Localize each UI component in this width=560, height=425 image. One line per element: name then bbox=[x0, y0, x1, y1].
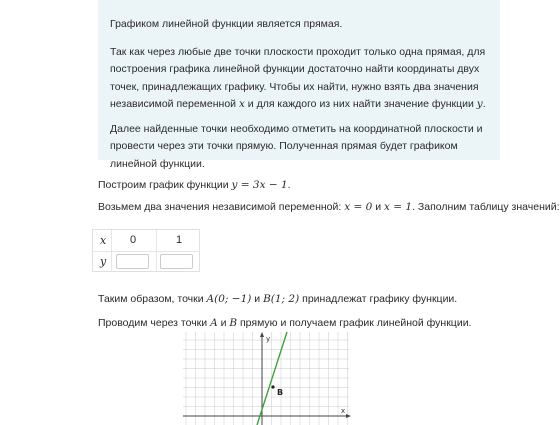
y-value-input-1[interactable] bbox=[160, 254, 193, 269]
info-paragraph-3: Далее найденные точки необходимо отметить на координатной плоскости и провести через эти точки прямую. Полученная прямая будет графиком линейной функции. bbox=[110, 122, 483, 170]
step-2-text bbox=[98, 200, 560, 214]
step-1-label: Построим график функции bbox=[98, 179, 232, 191]
step-2-and: и bbox=[372, 201, 384, 213]
x-axis-arrow bbox=[346, 414, 351, 418]
table-x-label: x bbox=[100, 234, 107, 247]
y-value-input-0[interactable] bbox=[116, 254, 149, 269]
step-1-text bbox=[98, 178, 291, 192]
table-col-divider bbox=[156, 230, 157, 271]
info-text: и для каждого из них найти значение функции bbox=[244, 98, 477, 110]
point-a-ref: A bbox=[210, 317, 218, 329]
step-4-end: прямую и получаем график линейной функции. bbox=[237, 317, 472, 329]
step-3-text bbox=[98, 292, 457, 306]
point-b-label: B bbox=[277, 388, 284, 397]
step-2-end: . Заполним таблицу значений: bbox=[412, 201, 560, 213]
function-graph bbox=[183, 332, 353, 425]
info-box bbox=[98, 0, 500, 170]
function-formula: y = 3x − 1 bbox=[231, 179, 288, 191]
info-text: Так как через любые две точки плоскости проходит только одна прямая, для построения графика линейной функции достаточно найти координаты двух точек, принадлежащих графику. Чтобы их найти, нужно взять два значения независимой переменной bbox=[110, 45, 486, 110]
step-2-label: Возьмем два значения независимой переменной: bbox=[98, 201, 345, 213]
point-a-coords: (0; −1) bbox=[214, 293, 252, 305]
y-axis-label: y bbox=[266, 335, 271, 343]
point-b-coords: (1; 2) bbox=[270, 293, 300, 305]
x-axis-label: x bbox=[341, 407, 346, 415]
x-value-1: x = 0 bbox=[344, 201, 373, 213]
table-row-divider bbox=[93, 251, 199, 252]
table-x-value-1: 1 bbox=[176, 234, 183, 246]
info-text: . bbox=[482, 98, 486, 110]
info-paragraph-2 bbox=[110, 44, 490, 114]
values-table bbox=[92, 229, 200, 272]
info-paragraph-1: Графиком линейной функции является прямая. bbox=[110, 18, 343, 30]
var-y: y bbox=[476, 98, 483, 110]
y-axis-arrow bbox=[260, 332, 264, 337]
step-3-label: Таким образом, точки bbox=[98, 293, 207, 305]
table-x-value-0: 0 bbox=[130, 234, 137, 246]
graph-grid bbox=[183, 332, 349, 425]
var-x: x bbox=[238, 98, 245, 110]
x-value-2: x = 1 bbox=[384, 201, 413, 213]
table-y-label: y bbox=[100, 255, 107, 268]
table-col-divider bbox=[111, 230, 112, 271]
step-4-text bbox=[98, 316, 471, 330]
point-b: B bbox=[263, 293, 271, 305]
point-b-ref: B bbox=[229, 317, 238, 329]
point-a: A bbox=[206, 293, 215, 305]
step-4-and: и bbox=[217, 317, 230, 329]
step-1-end: . bbox=[287, 179, 291, 191]
step-3-end: принадлежат графику функции. bbox=[299, 293, 458, 305]
step-3-and: и bbox=[251, 293, 264, 305]
point-b-marker bbox=[271, 385, 274, 388]
step-4-label: Проводим через точки bbox=[98, 317, 211, 329]
